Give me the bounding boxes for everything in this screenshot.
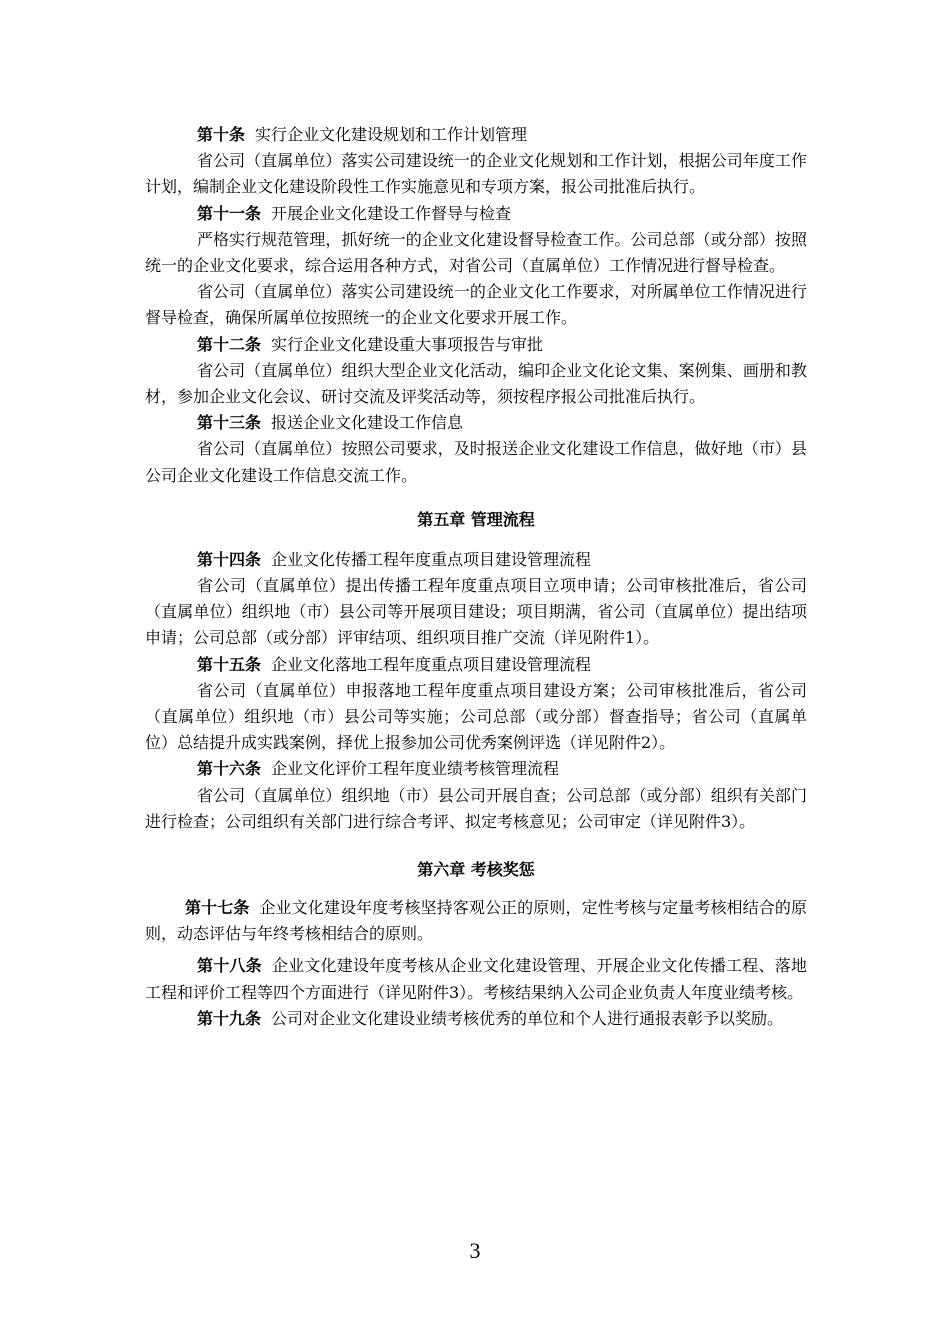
article-13-paragraph-1: 省公司（直属单位）按照公司要求，及时报送企业文化建设工作信息，做好地（市）县公司企业文化建设工作信息交流工作。 xyxy=(145,439,807,485)
article-16-paragraph-1: 省公司（直属单位）组织地（市）县公司开展自查；公司总部（或分部）组织有关部门进行检查；公司组织有关部门进行综合考评、拟定考核意见；公司审定（详见附件3）。 xyxy=(145,785,807,831)
article-11-paragraph-1: 严格实行规范管理，抓好统一的企业文化建设督导检查工作。公司总部（或分部）按照统一的企业文化要求，综合运用各种方式，对省公司（直属单位）工作情况进行督导检查。 xyxy=(145,229,807,276)
article-12-paragraph-1: 省公司（直属单位）组织大型企业文化活动，编印企业文化论文集、案例集、画册和教材，参加企业文化会议、研讨交流及评奖活动等，须按程序报公司批准后执行。 xyxy=(145,360,807,407)
chapter-6-heading: 第六章 考核奖惩 xyxy=(417,860,535,880)
spacer xyxy=(145,883,807,895)
article-label: 第十九条 xyxy=(197,1008,262,1028)
article-13-heading xyxy=(145,410,807,436)
article-text: 公司对企业文化建设业绩考核优秀的单位和个人进行通报表彰予以奖励。 xyxy=(271,1008,784,1028)
article-label: 第十五条 xyxy=(197,654,262,674)
spacer xyxy=(145,835,807,857)
chapter-5-heading: 第五章 管理流程 xyxy=(417,509,535,529)
article-label: 第十一条 xyxy=(197,203,262,223)
article-text: 企业文化建设年度考核从企业文化建设管理、开展企业文化传播工程、落地工程和评价工程等四个方面进行（详见附件3）。考核结果纳入公司企业负责人年度业绩考核。 xyxy=(145,956,807,1002)
article-17 xyxy=(145,895,807,947)
article-title: 实行企业文化建设规划和工作计划管理 xyxy=(255,125,528,144)
article-label: 第十四条 xyxy=(197,549,262,569)
article-title: 企业文化传播工程年度重点项目建设管理流程 xyxy=(271,549,592,569)
spacer xyxy=(145,489,807,507)
article-title: 报送企业文化建设工作信息 xyxy=(271,413,464,433)
article-11-heading xyxy=(145,201,807,227)
article-10-heading xyxy=(145,122,807,148)
page-number: 3 xyxy=(469,1238,481,1263)
article-label: 第十三条 xyxy=(197,413,262,433)
article-18 xyxy=(145,953,807,1005)
article-14-heading xyxy=(145,547,807,573)
article-10-paragraph-1: 省公司（直属单位）落实公司建设统一的企业文化规划和工作计划，根据公司年度工作计划，编制企业文化建设阶段性工作实施意见和专项方案，报公司批准后执行。 xyxy=(145,151,807,197)
article-label: 第十二条 xyxy=(197,334,262,354)
article-12-heading xyxy=(145,332,807,358)
article-title: 企业文化评价工程年度业绩考核管理流程 xyxy=(271,759,560,779)
article-11-paragraph-2: 省公司（直属单位）落实公司建设统一的企业文化工作要求，对所属单位工作情况进行督导检查，确保所属单位按照统一的企业文化要求开展工作。 xyxy=(145,282,807,328)
article-15-heading xyxy=(145,652,807,678)
article-label: 第十七条 xyxy=(185,898,250,918)
article-text: 企业文化建设年度考核坚持客观公正的原则，定性考核与定量考核相结合的原则，动态评估与年终考核相结合的原则。 xyxy=(145,898,807,944)
article-14-paragraph-1: 省公司（直属单位）提出传播工程年度重点项目立项申请；公司审核批准后，省公司（直属单位）组织地（市）县公司等开展项目建设；项目期满，省公司（直属单位）提出结项申请；公司总部（或分部）评审结项、组织项目推广交流（详见附件1）。 xyxy=(145,576,807,648)
article-16-heading xyxy=(145,756,807,782)
article-label: 第十六条 xyxy=(197,759,262,779)
document-body xyxy=(145,122,807,1032)
article-label: 第十八条 xyxy=(197,956,262,976)
spacer xyxy=(145,533,807,547)
article-label: 第十条 xyxy=(197,125,246,144)
article-19 xyxy=(145,1006,807,1032)
article-title: 企业文化落地工程年度重点项目建设管理流程 xyxy=(271,654,592,674)
article-title: 实行企业文化建设重大事项报告与审批 xyxy=(271,334,544,354)
article-title: 开展企业文化建设工作督导与检查 xyxy=(271,203,512,223)
article-15-paragraph-1: 省公司（直属单位）申报落地工程年度重点项目建设方案；公司审核批准后，省公司（直属单位）组织地（市）县公司等实施；公司总部（或分部）督查指导；省公司（直属单位）总结提升成实践案例，择优上报参加公司优秀案例评选（详见附件2）。 xyxy=(145,680,807,753)
